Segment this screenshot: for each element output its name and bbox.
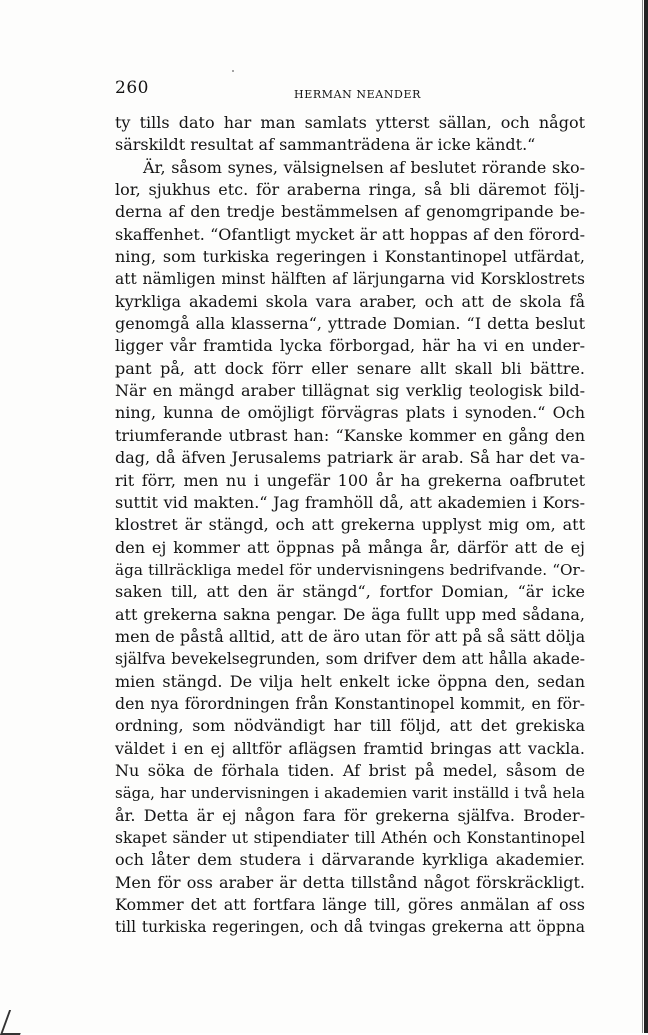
- paper-speck: [232, 70, 234, 72]
- text-line: särskildt resultat af sammanträdena är icke kändt.“: [115, 135, 536, 155]
- text-line: saken till, att den är stängd“, fortfor Domian, “är icke: [115, 582, 585, 602]
- text-line: ligger vår framtida lycka förborgad, här ha vi en under-: [115, 336, 585, 356]
- text-line: skapet sänder ut stipendiater till Athén och Konstantinopel: [115, 829, 585, 847]
- text-line: lor, sjukhus etc. för araberna ringa, så bli däremot följ-: [115, 180, 585, 200]
- text-line: När en mängd araber tillägnat sig verklig teologisk bild-: [115, 381, 585, 401]
- text-line: Men för oss araber är detta tillstånd något förskräckligt.: [115, 872, 585, 892]
- text-line: Är, såsom synes, välsignelsen af beslutet rörande sko-: [143, 157, 585, 177]
- text-line: säga, har undervisningen i akademien varit inställd i två hela: [115, 784, 585, 803]
- text-line: och låter dem studera i därvarande kyrkliga akademier.: [115, 850, 585, 870]
- text-line: den ej kommer att öppnas på många år, därför att de ej: [115, 537, 585, 557]
- text-line: pant på, att dock förr eller senare allt skall bli bättre.: [115, 358, 585, 378]
- scan-corner-mark: [0, 1010, 29, 1035]
- running-head: HERMAN NEANDER: [294, 88, 421, 101]
- text-line: ordning, som nödvändigt har till följd, att det grekiska: [115, 716, 585, 736]
- page-edge: [644, 0, 648, 1033]
- body-text: [115, 112, 585, 939]
- page-edge-shadow: [642, 0, 643, 1033]
- text-line: triumferande utbrast han: “Kanske kommer en gång den: [115, 425, 585, 445]
- text-line: ning, som turkiska regeringen i Konstantinopel utfärdat,: [115, 247, 585, 267]
- text-line: Kommer det att fortfara länge till, göres anmälan af oss: [115, 895, 585, 915]
- text-line: rit förr, men nu i ungefär 100 år ha grekerna oafbrutet: [115, 470, 585, 490]
- text-line: att grekerna sakna pengar. De äga fullt upp med sådana,: [115, 604, 585, 624]
- text-line: Nu söka de förhala tiden. Af brist på medel, såsom de: [115, 760, 585, 780]
- text-line: år. Detta är ej någon fara för grekerna själfva. Broder-: [115, 805, 585, 825]
- page-number: 260: [115, 78, 149, 98]
- text-line: men de påstå alltid, att de äro utan för att på så sätt dölja: [115, 626, 586, 646]
- text-line: skaffenhet. “Ofantligt mycket är att hoppas af den förord-: [115, 224, 585, 244]
- text-line: ning, kunna de omöjligt förvägras plats i synoden.“ Och: [115, 403, 585, 423]
- text-line: dag, då äfven Jerusalems patriark är arab. Så har det va-: [115, 448, 585, 468]
- text-line: ty tills dato har man samlats ytterst sällan, och något: [115, 113, 585, 132]
- text-line: klostret är stängd, och att grekerna upplyst mig om, att: [115, 515, 585, 535]
- text-line: till turkiska regeringen, och då tvingas grekerna att öppna: [115, 918, 585, 937]
- text-line: väldet i en ej alltför aflägsen framtid bringas att vackla.: [115, 738, 585, 758]
- text-line: kyrkliga akademi skola vara araber, och att de skola få: [115, 291, 585, 311]
- text-line: äga tillräckliga medel för undervisningens bedrifvande. “Or-: [115, 560, 585, 579]
- text-line: den nya förordningen från Konstantinopel kommit, en för-: [115, 693, 585, 713]
- text-line: suttit vid makten.“ Jag framhöll då, att akademien i Kors-: [115, 492, 585, 512]
- text-line: att nämligen minst hälften af lärjungarna vid Korsklostrets: [115, 270, 585, 289]
- text-line: derna af den tredje bestämmelsen af genomgripande be-: [115, 202, 585, 222]
- text-line: mien stängd. De vilja helt enkelt icke öppna den, sedan: [115, 671, 585, 691]
- text-line: själfva bevekelsegrunden, som drifver dem att hålla akade-: [115, 650, 585, 669]
- text-line: genomgå alla klasserna“, yttrade Domian. “I detta beslut: [115, 314, 585, 334]
